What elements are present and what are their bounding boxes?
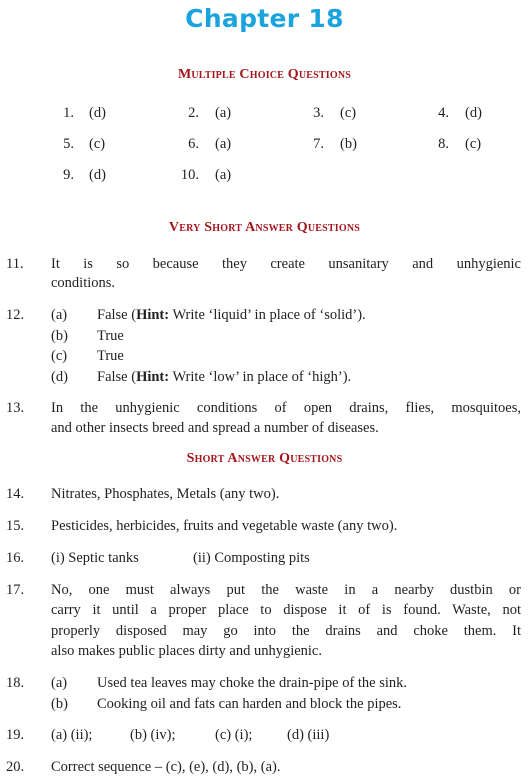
answer-11-line1: It is so because they create unsanitary and unhygienic [51, 256, 521, 272]
question-number-16: 16. [6, 550, 25, 566]
mcq-number: 7. [313, 136, 324, 152]
answer-12c: True [97, 348, 124, 364]
answer-13-line1: In the unhygienic conditions of open drains, flies, mosquitoes, [51, 400, 521, 416]
part-label: (b) [51, 328, 68, 344]
answer-19b: (b) (iv); [130, 727, 176, 743]
mcq-number: 2. [188, 105, 199, 121]
question-number-14: 14. [6, 486, 25, 502]
mcq-answer: (d) [89, 167, 106, 183]
question-number-11: 11. [6, 256, 24, 272]
question-number-12: 12. [6, 307, 25, 323]
hint-label: Hint: [136, 307, 170, 323]
mcq-answer: (c) [340, 105, 357, 121]
mcq-number: 8. [438, 136, 449, 152]
mcq-number: 3. [313, 105, 324, 121]
answer-13-line2: and other insects breed and spread a number of diseases. [51, 420, 379, 436]
sa-heading: Short Answer Questions [186, 451, 343, 466]
question-number-20: 20. [6, 759, 25, 775]
answer-14: Nitrates, Phosphates, Metals (any two). [51, 486, 280, 502]
mcq-number: 4. [438, 105, 449, 121]
mcq-answer: (d) [89, 105, 106, 121]
question-number-17: 17. [6, 582, 25, 598]
mcq-answer: (a) [215, 136, 232, 152]
answer-20: Correct sequence – (c), (e), (d), (b), (a). [51, 759, 281, 775]
answer-19c: (c) (i); [215, 727, 253, 743]
question-number-15: 15. [6, 518, 25, 534]
answer-15: Pesticides, herbicides, fruits and vegetable waste (any two). [51, 518, 398, 534]
answer-16-i: (i) Septic tanks [51, 550, 139, 566]
mcq-answer: (c) [89, 136, 106, 152]
answer-17-line1: No, one must always put the waste in a nearby dustbin or [51, 582, 521, 598]
mcq-answer: (c) [465, 136, 482, 152]
part-label: (c) [51, 348, 68, 364]
mcq-number: 5. [63, 136, 74, 152]
mcq-heading: Multiple Choice Questions [177, 67, 352, 82]
answer-11-line2: conditions. [51, 275, 116, 291]
question-number-18: 18. [6, 675, 25, 691]
part-label: (b) [51, 696, 68, 712]
mcq-number: 10. [180, 167, 199, 183]
answer-17-line3: properly disposed may go into the drains and choke them. It [51, 623, 521, 639]
answer-17-line4: also makes public places dirty and unhygienic. [51, 643, 322, 659]
answer-19a: (a) (ii); [51, 727, 93, 743]
part-label: (d) [51, 369, 68, 385]
answer-12a: False (Hint: Write ‘liquid’ in place of ‘solid’). [97, 307, 366, 323]
chapter-title: Chapter 18 [185, 4, 344, 33]
mcq-answer: (a) [215, 105, 232, 121]
answer-12d: False (Hint: Write ‘low’ in place of ‘high’). [97, 369, 352, 385]
question-number-19: 19. [6, 727, 25, 743]
hint-label: Hint: [136, 369, 170, 385]
part-label: (a) [51, 675, 68, 691]
mcq-number: 6. [188, 136, 199, 152]
answer-18b: Cooking oil and fats can harden and block the pipes. [97, 696, 402, 712]
answer-18a: Used tea leaves may choke the drain-pipe of the sink. [97, 675, 408, 691]
mcq-number: 1. [63, 105, 74, 121]
answer-16-ii: (ii) Composting pits [193, 550, 310, 566]
mcq-answer: (a) [215, 167, 232, 183]
mcq-answer: (d) [465, 105, 482, 121]
answer-19d: (d) (iii) [287, 727, 330, 743]
part-label: (a) [51, 307, 68, 323]
answer-17-line2: carry it until a proper place to dispose it of is found. Waste, not [51, 602, 521, 618]
mcq-answer: (b) [340, 136, 357, 152]
question-number-13: 13. [6, 400, 25, 416]
vsa-heading: Very Short Answer Questions [168, 220, 361, 235]
mcq-number: 9. [63, 167, 74, 183]
answer-12b: True [97, 328, 124, 344]
